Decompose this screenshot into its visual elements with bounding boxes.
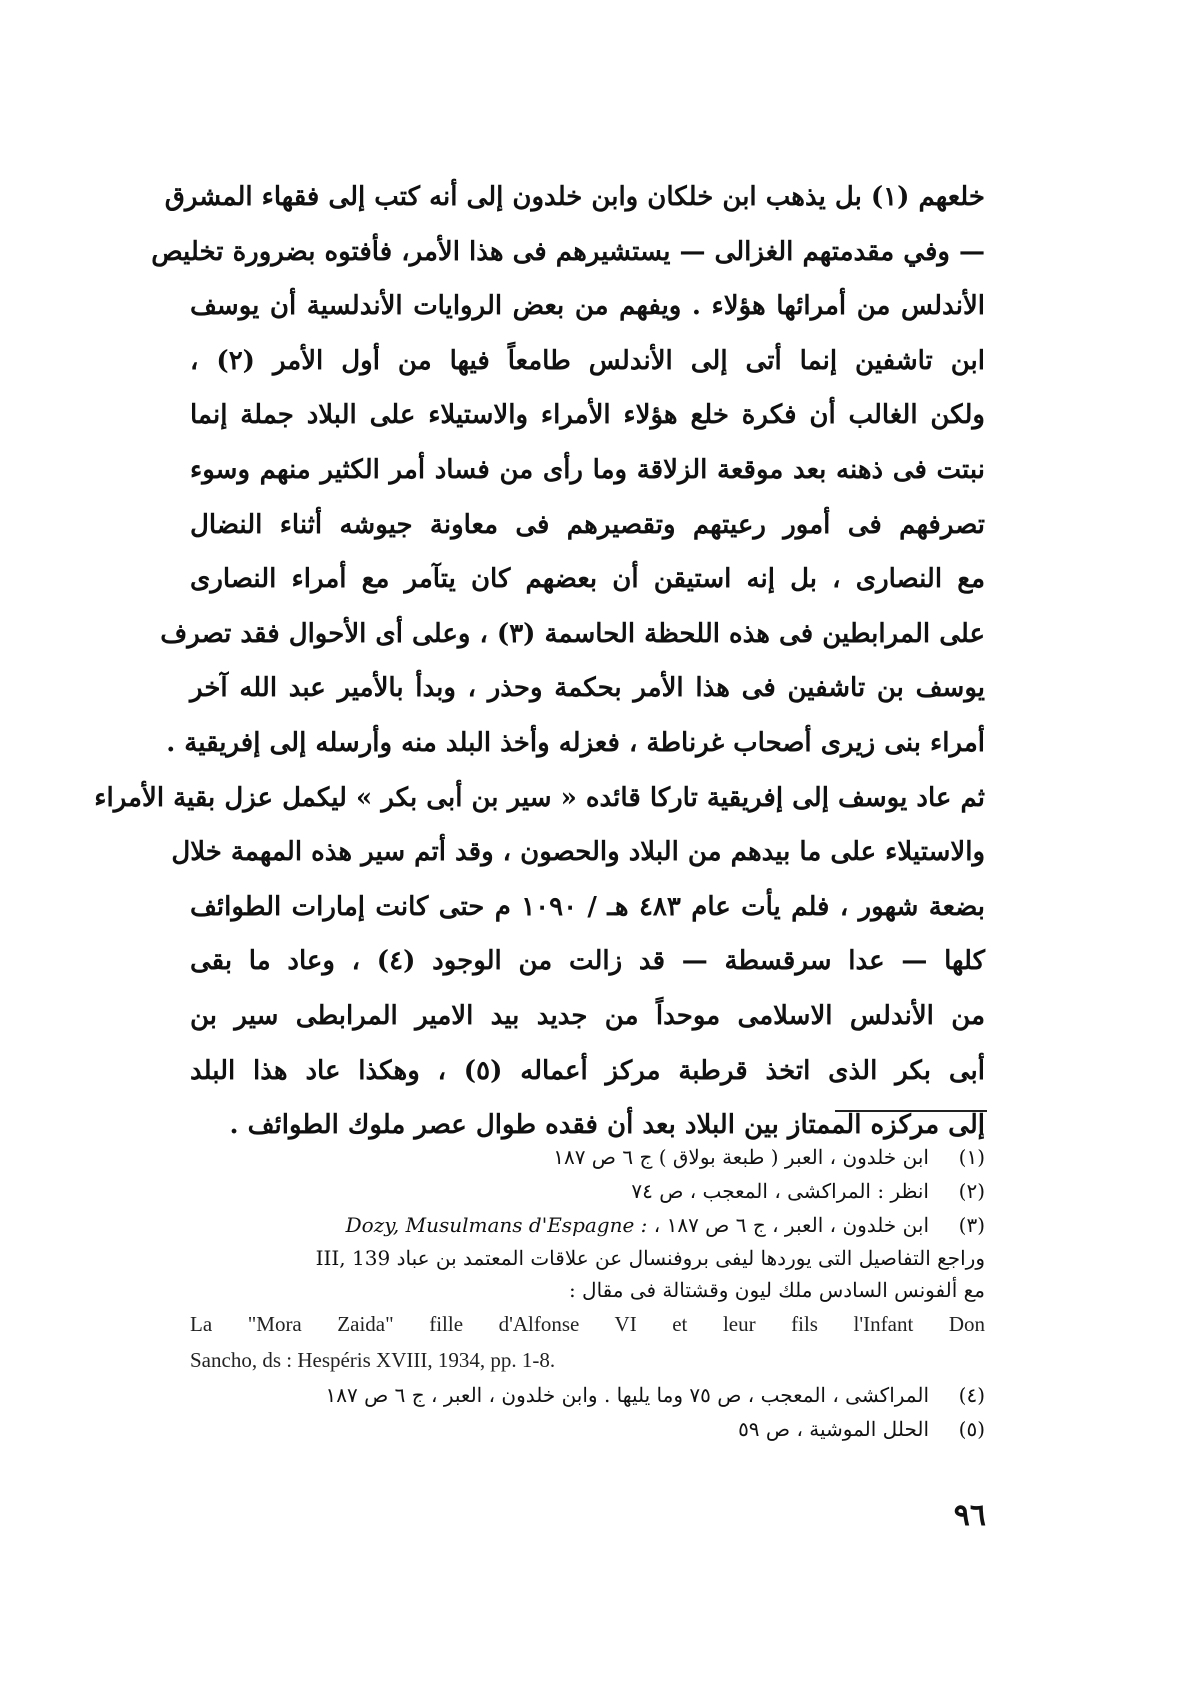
footnote-number: (٥) <box>958 1417 985 1441</box>
footnote-text: ابن خلدون ، العبر ( طبعة بولاق ) ج ٦ ص ١٨٧ <box>553 1145 929 1169</box>
text-line: خلعهم (١) بل يذهب ابن خلكان وابن خلدون إلى أنه كتب إلى فقهاء المشرق <box>164 182 985 212</box>
footnote-3-continuation <box>190 1242 985 1274</box>
footnote-4 <box>190 1378 985 1412</box>
footnote-number: (٢) <box>958 1179 985 1203</box>
text-line: — وفي مقدمتهم الغزالى — يستشيرهم فى هذا الأمر، فأفتوه بضرورة تخليص <box>151 236 985 267</box>
footnote-number: (١) <box>958 1145 985 1169</box>
text-line: ثم عاد يوسف إلى إفريقية تاركا قائده « سير بن أبى بكر » ليكمل عزل بقية الأمراء <box>94 782 985 813</box>
text-line: ولكن الغالب أن فكرة خلع هؤلاء الأمراء والاستيلاء على البلاد جملة إنما <box>190 400 985 431</box>
text-line: نبتت فى ذهنه بعد موقعة الزلاقة وما رأى من فساد أمر الكثير منهم وسوء <box>190 454 985 485</box>
text-line: بضعة شهور ، فلم يأت عام ٤٨٣ هـ / ١٠٩٠ م حتى كانت إمارات الطوائف <box>190 891 985 922</box>
footnote-3-french-title: La "Mora Zaida" fille d'Alfonse VI et leur fils l'Infant Don <box>190 1312 985 1336</box>
text-line: أمراء بنى زيرى أصحاب غرناطة ، فعزله وأخذ البلد منه وأرسله إلى إفريقية . <box>166 727 985 758</box>
text-line: يوسف بن تاشفين فى هذا الأمر بحكمة وحذر ، وبدأ بالأمير عبد الله آخر <box>190 673 985 704</box>
footnote-text: المراكشى ، المعجب ، ص ٧٥ وما يليها . وابن خلدون ، العبر ، ج ٦ ص ١٨٧ <box>325 1383 929 1407</box>
text-line: أبى بكر الذى اتخذ قرطبة مركز أعماله (٥) ، وهكذا عاد هذا البلد <box>190 1055 985 1086</box>
footnote-text: ابن خلدون ، العبر ، ج ٦ ص ١٨٧ ، <box>653 1213 929 1237</box>
footnote-3 <box>190 1208 985 1242</box>
footnote-2 <box>190 1174 985 1208</box>
page-number: ٩٦ <box>953 1498 986 1533</box>
text-line: كلها — عدا سرقسطة — قد زالت من الوجود (٤) ، وعاد ما بقى <box>190 946 985 977</box>
footnote-text: الحلل الموشية ، ص ٥٩ <box>738 1417 929 1441</box>
footnote-latin-citation: Dozy, Musulmans d'Espagne : <box>345 1213 648 1237</box>
text-line: من الأندلس الاسلامى موحداً من جديد بيد الامير المرابطى سير بن <box>190 1000 985 1031</box>
text-line: مع النصارى ، بل إنه استيقن أن بعضهم كان يتآمر مع أمراء النصارى <box>190 564 985 595</box>
footnote-1 <box>190 1140 985 1174</box>
footnote-text: انظر : المراكشى ، المعجب ، ص ٧٤ <box>631 1179 929 1203</box>
text-line: إلى مركزه الممتاز بين البلاد بعد أن فقده طوال عصر ملوك الطوائف . <box>229 1110 985 1141</box>
text-line: ابن تاشفين إنما أتى إلى الأندلس طامعاً فيها من أول الأمر (٢) ، <box>190 345 986 376</box>
footnote-number: (٤) <box>958 1383 985 1407</box>
footnote-latin-page-ref: III, 139 <box>315 1246 391 1270</box>
main-text <box>94 170 986 1153</box>
text-line: الأندلس من أمرائها هؤلاء . ويفهم من بعض الروايات الأندلسية أن يوسف <box>190 291 985 322</box>
footnote-5 <box>190 1412 985 1446</box>
footnote-separator <box>835 1110 987 1112</box>
footnote-3-french-source: Sancho, ds : Hespéris XVIII, 1934, pp. 1-8. <box>190 1348 556 1372</box>
footnote-text: وراجع التفاصيل التى يوردها ليفى بروفنسال عن علاقات المعتمد بن عباد <box>396 1246 985 1270</box>
footnote-number: (٣) <box>958 1213 985 1237</box>
text-line: على المرابطين فى هذه اللحظة الحاسمة (٣) ، وعلى أى الأحوال فقد تصرف <box>160 618 985 649</box>
text-line: والاستيلاء على ما بيدهم من البلاد والحصون ، وقد أتم سير هذه المهمة خلال <box>171 837 985 868</box>
footnote-3-continuation: مع ألفونس السادس ملك ليون وقشتالة فى مقال : <box>568 1278 985 1302</box>
footnotes <box>190 1140 985 1446</box>
text-line: تصرفهم فى أمور رعيتهم وتقصيرهم فى معاونة جيوشه أثناء النضال <box>190 509 985 540</box>
